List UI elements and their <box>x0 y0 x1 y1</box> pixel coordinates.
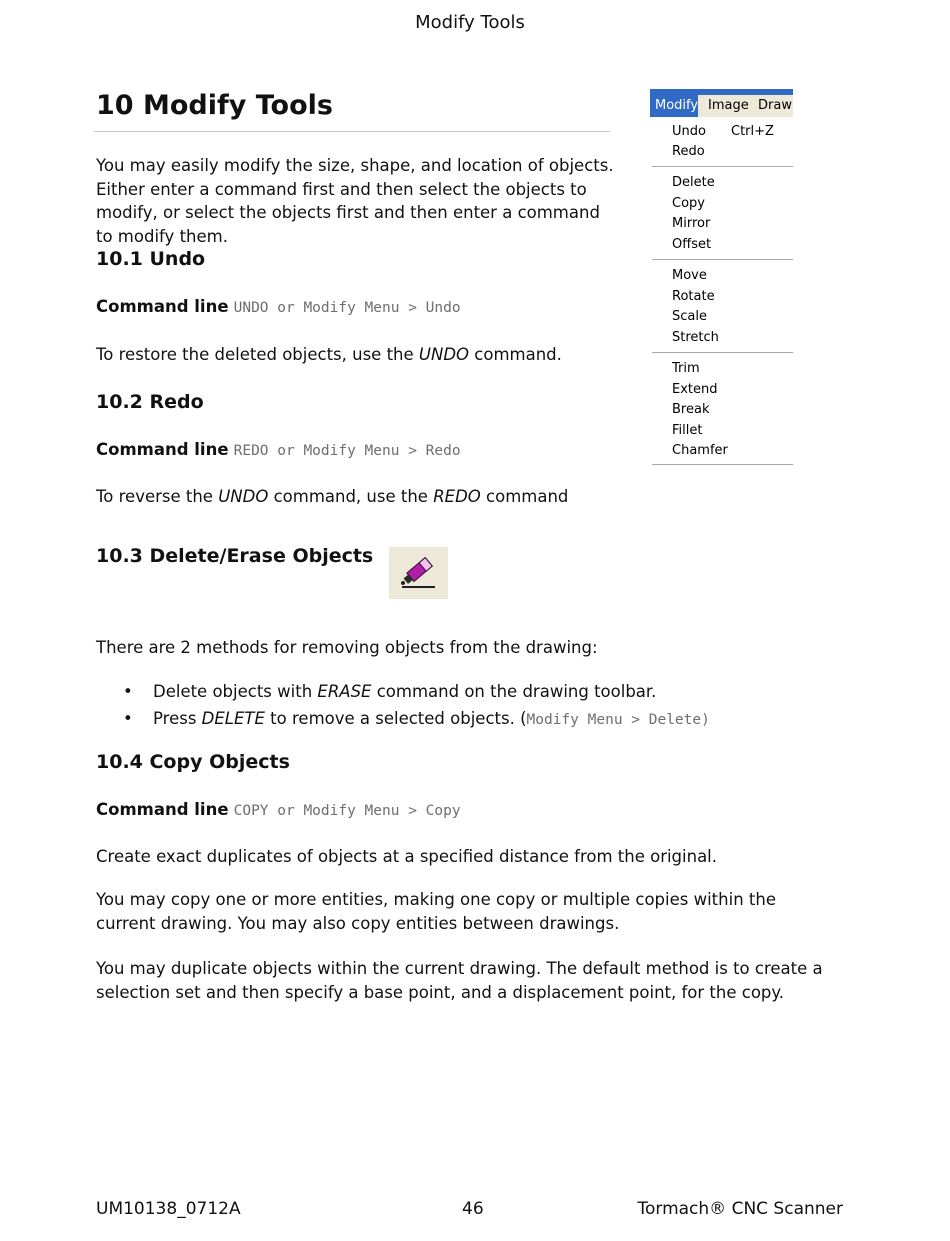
chapter-intro: You may easily modify the size, shape, and location of objects. Either enter a command first and then select the objects to modify, or select the objects first and then enter a command to modify them. <box>96 156 614 246</box>
chapter-title: 10 Modify Tools <box>96 90 333 121</box>
undo-command: UNDO or Modify Menu > Undo <box>233 300 461 316</box>
undo-description: To restore the deleted objects, use the UNDO command. <box>96 345 562 364</box>
copy-paragraph-2: You may copy one or more entities, making one copy or multiple copies within the current drawing. You may also copy entities between drawings. <box>96 890 776 933</box>
menu-separator <box>652 352 793 354</box>
menu-item-chamfer[interactable]: Chamfer <box>672 443 728 458</box>
copy-command: COPY or Modify Menu > Copy <box>233 803 461 819</box>
menu-item-offset[interactable]: Offset <box>672 237 712 252</box>
menu-item-undo[interactable]: Undo <box>672 124 706 139</box>
menu-modify[interactable]: Modify <box>650 95 698 117</box>
copy-paragraph-3: You may duplicate objects within the current drawing. The default method is to create a selection set and then specify a base point, and a displacement point, for the copy. <box>96 959 823 1002</box>
redo-description: To reverse the UNDO command, use the REDO command <box>96 487 569 506</box>
footer-product: Tormach® CNC Scanner <box>637 1199 843 1219</box>
list-item: • Delete objects with ERASE command on the drawing toolbar. <box>96 679 856 706</box>
menu-item-move[interactable]: Move <box>672 268 707 283</box>
eraser-icon <box>389 547 448 599</box>
menu-draw[interactable]: Draw <box>758 98 792 113</box>
menu-image[interactable]: Image <box>708 98 749 113</box>
menu-item-mirror[interactable]: Mirror <box>672 216 711 231</box>
command-line-label: Command line <box>96 440 229 459</box>
command-line-label: Command line <box>96 800 229 819</box>
menu-item-stretch[interactable]: Stretch <box>672 330 719 345</box>
redo-command: REDO or Modify Menu > Redo <box>233 443 461 459</box>
menu-item-rotate[interactable]: Rotate <box>672 289 715 304</box>
copy-paragraph-1: Create exact duplicates of objects at a specified distance from the original. <box>96 847 718 866</box>
menu-item-extend[interactable]: Extend <box>672 382 718 397</box>
modify-menu-screenshot <box>650 89 793 466</box>
menu-item-scale[interactable]: Scale <box>672 309 707 324</box>
redo-command-line <box>96 440 461 459</box>
menu-separator <box>652 259 793 261</box>
menu-item-redo[interactable]: Redo <box>672 144 705 159</box>
menu-separator <box>652 464 793 466</box>
section-title-copy: 10.4 Copy Objects <box>96 751 290 773</box>
footer-doc-id: UM10138_0712A <box>96 1199 241 1219</box>
menu-item-break[interactable]: Break <box>672 402 710 417</box>
list-item: • Press DELETE to remove a selected objects. (Modify Menu > Delete) <box>96 706 856 734</box>
menu-item-trim[interactable]: Trim <box>672 361 700 376</box>
menu-separator <box>652 166 793 168</box>
section-title-redo: 10.2 Redo <box>96 391 204 413</box>
section-title-undo: 10.1 Undo <box>96 248 206 270</box>
footer-page-number: 46 <box>462 1199 484 1219</box>
chapter-divider <box>94 131 610 132</box>
copy-command-line <box>96 800 461 819</box>
menu-item-copy[interactable]: Copy <box>672 196 705 211</box>
menu-item-fillet[interactable]: Fillet <box>672 423 703 438</box>
running-header: Modify Tools <box>415 12 525 33</box>
section-title-delete: 10.3 Delete/Erase Objects <box>96 545 374 567</box>
menu-bar <box>650 95 793 117</box>
menu-item-delete[interactable]: Delete <box>672 175 715 190</box>
delete-methods-list <box>96 679 856 733</box>
undo-shortcut: Ctrl+Z <box>731 124 774 139</box>
delete-intro: There are 2 methods for removing objects from the drawing: <box>96 638 598 657</box>
undo-command-line <box>96 297 461 316</box>
command-line-label: Command line <box>96 297 229 316</box>
